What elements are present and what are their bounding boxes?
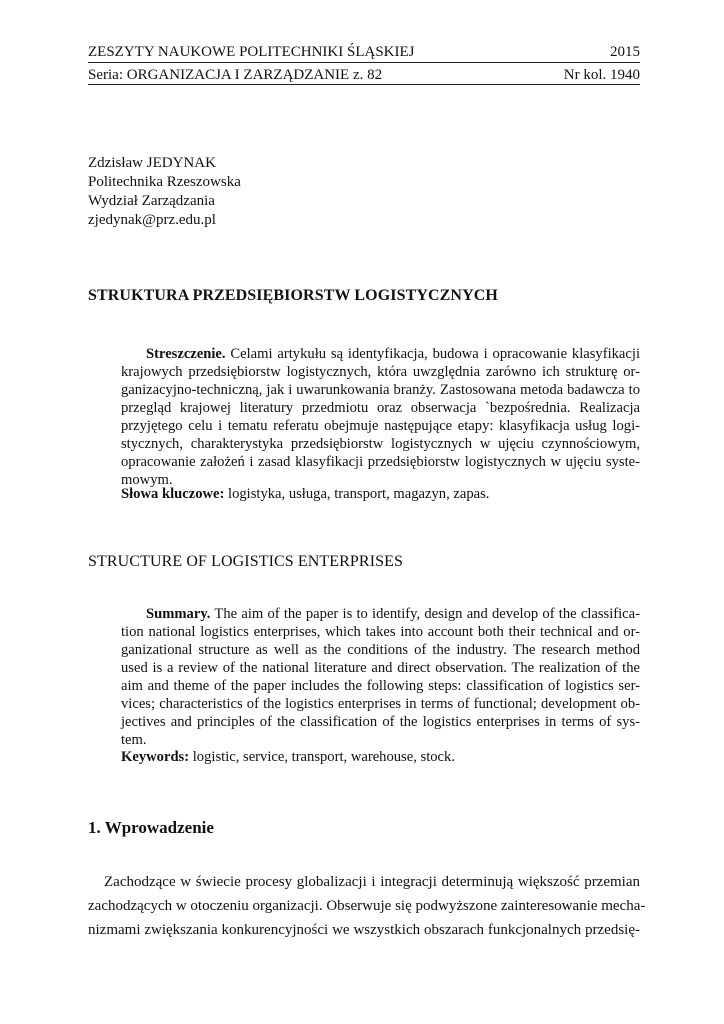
paper-title-en: STRUCTURE OF LOGISTICS ENTERPRISES [88,553,403,570]
journal-year: 2015 [610,44,640,60]
author-affiliation: Politechnika Rzeszowska [88,174,241,190]
abstract-en-line: jectives and principles of the classification of the logistics enterprises in terms of sys- [121,714,640,730]
abstract-en-line: Summary. The aim of the paper is to identify, design and develop of the classifica- [146,606,640,622]
abstract-en [121,605,640,749]
keywords-pl-label: Słowa kluczowe: [121,486,225,502]
abstract-pl-line: przegląd krajowej literatury przedmiotu oraz obserwacja `bezpośrednia. Realizacja [121,400,640,416]
keywords-pl-text: logistyka, usługa, transport, magazyn, zapas. [224,486,490,502]
abstract-en-line: tem. [121,732,147,748]
body-line: Zachodzące w świecie procesy globalizacji i integracji determinują większość przemian [104,874,640,890]
abstract-pl-line: mowym. [121,472,173,488]
author-department: Wydział Zarządzania [88,193,215,209]
abstract-en-label: Summary. [146,606,211,622]
keywords-en-text: logistic, service, transport, warehouse, stock. [189,749,455,765]
paper-title-pl: STRUKTURA PRZEDSIĘBIORSTW LOGISTYCZNYCH [88,287,498,304]
abstract-en-line: used is a review of the national literature and direct observation. The realization of the [121,660,640,676]
body-line: zachodzących w otoczeniu organizacji. Obserwuje się podwyższone zainteresowanie mecha- [88,898,646,914]
abstract-pl-line: ganizacyjno-techniczną, jak i uwarunkowania branży. Zastosowana metoda badawcza to [121,382,640,398]
header-divider-bottom [88,84,640,85]
author-email: zjedynak@prz.edu.pl [88,212,216,228]
keywords-en [121,748,455,766]
abstract-en-line: vices; characteristics of the logistics enterprises in terms of functional; development ob- [121,696,640,712]
section-body [88,870,646,942]
abstract-pl [121,345,640,489]
abstract-pl-label: Streszczenie. [146,346,226,362]
abstract-pl-line: stycznych, charakterystyka przedsiębiorstw logistycznych w ujęciu czynnościowym, [121,436,640,452]
author-name: Zdzisław JEDYNAK [88,155,216,171]
running-header-top [88,43,640,61]
keywords-pl [121,485,489,503]
body-line: nizmami zwiększania konkurencyjności we wszystkich obszarach funkcjonalnych przedsię- [88,922,640,938]
abstract-en-line: ganizational structure as well as the conditions of the industry. The research method [121,642,640,658]
abstract-pl-line: przyjętego celu i tematu referatu obejmuje następujące etapy: klasyfikacja usług logi- [121,418,640,434]
author-block [88,154,241,230]
header-divider-top [88,62,640,63]
abstract-en-line: aim and theme of the paper includes the following steps: classification of logistics ser- [121,678,640,694]
abstract-pl-line: krajowych przedsiębiorstw logistycznych, która uwzględnia zarówno ich strukturę or- [121,364,640,380]
journal-number: Nr kol. 1940 [563,67,640,83]
abstract-pl-line: opracowanie założeń i zasad klasyfikacji przedsiębiorstw logistycznych w ujęciu syste- [121,454,640,470]
journal-name: ZESZYTY NAUKOWE POLITECHNIKI ŚLĄSKIEJ [88,44,415,60]
abstract-en-line: tion national logistics enterprises, which takes into account both their technical and or- [121,624,640,640]
running-header-bottom [88,66,640,84]
journal-series: Seria: ORGANIZACJA I ZARZĄDZANIE z. 82 [88,67,383,83]
abstract-pl-line: Streszczenie. Celami artykułu są identyfikacja, budowa i opracowanie klasyfikacji [146,346,640,362]
section-heading: 1. Wprowadzenie [88,818,214,837]
keywords-en-label: Keywords: [121,749,190,765]
